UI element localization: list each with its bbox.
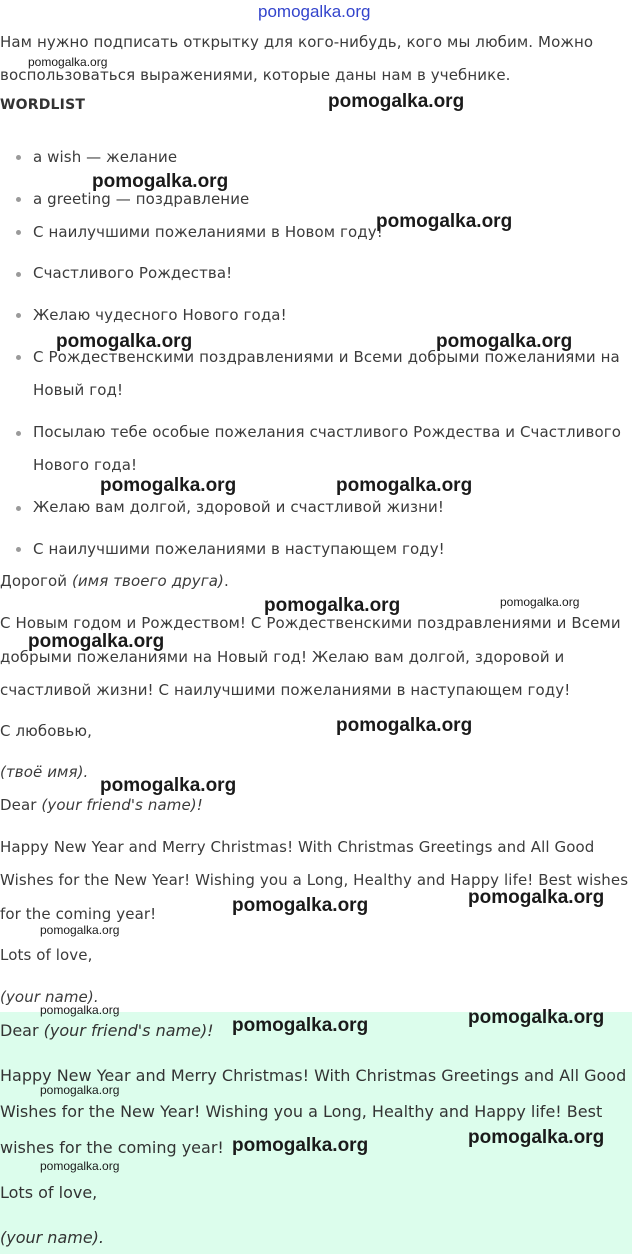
watermark: pomogalka.org — [468, 1007, 605, 1028]
ru-body-line-3: счастливой жизни! С наилучшими пожеланиями в наступающем году! — [0, 681, 571, 699]
list-item: С наилучшими пожеланиями в Новом году! — [33, 223, 383, 241]
answer-greeting: Dear (your friend's name)! — [0, 1021, 214, 1040]
ru-greeting: Дорогой (имя твоего друга). — [0, 572, 229, 590]
watermark: pomogalka.org — [468, 887, 605, 908]
watermark: pomogalka.org — [232, 895, 369, 916]
bullet — [16, 355, 21, 360]
watermark: pomogalka.org — [500, 595, 580, 609]
bullet — [16, 431, 21, 436]
answer-body-line-2: Wishes for the New Year! Wishing you a Long, Healthy and Happy life! Best — [0, 1102, 603, 1121]
watermark: pomogalka.org — [40, 1083, 120, 1097]
en-closing: Lots of love, — [0, 946, 93, 964]
watermark: pomogalka.org — [468, 1127, 605, 1148]
ru-body-line-2: добрыми пожеланиями на Новый год! Желаю вам долгой, здоровой и — [0, 648, 565, 666]
en-signature: (your name). — [0, 988, 99, 1006]
list-item: Посылаю тебе особые пожелания счастливого Рождества и Счастливого — [33, 423, 622, 441]
list-item: Счастливого Рождества! — [33, 264, 233, 282]
bullet — [16, 313, 21, 318]
en-body-line-1: Happy New Year and Merry Christmas! With Christmas Greetings and All Good — [0, 838, 595, 856]
bullet — [16, 197, 21, 202]
list-item: С наилучшими пожеланиями в наступающем году! — [33, 540, 445, 558]
watermark: pomogalka.org — [28, 631, 165, 652]
ru-closing: С любовью, — [0, 722, 92, 740]
watermark-top: pomogalka.org — [258, 2, 371, 21]
watermark: pomogalka.org — [264, 595, 401, 616]
answer-body-line-1: Happy New Year and Merry Christmas! With Christmas Greetings and All Good — [0, 1066, 627, 1085]
watermark: pomogalka.org — [100, 775, 237, 796]
ru-body-line-1: С Новым годом и Рождеством! С Рождественскими поздравлениями и Всеми — [0, 614, 621, 632]
list-item: a wish — желание — [33, 148, 178, 166]
watermark: pomogalka.org — [232, 1135, 369, 1156]
wordlist-heading: WORDLIST — [0, 97, 86, 113]
bullet — [16, 230, 21, 235]
list-item: a greeting — поздравление — [33, 190, 250, 208]
intro-line-1: Нам нужно подписать открытку для кого-нибудь, кого мы любим. Можно — [0, 33, 594, 51]
watermark: pomogalka.org — [376, 211, 513, 232]
answer-body-line-3: wishes for the coming year! — [0, 1138, 224, 1157]
watermark: pomogalka.org — [100, 475, 237, 496]
list-item: Желаю вам долгой, здоровой и счастливой жизни! — [33, 498, 444, 516]
watermark: pomogalka.org — [336, 715, 473, 736]
bullet — [16, 155, 21, 160]
en-body-line-2: Wishes for the New Year! Wishing you a Long, Healthy and Happy life! Best wishes — [0, 871, 629, 889]
watermark: pomogalka.org — [40, 1003, 120, 1017]
answer-signature: (your name). — [0, 1228, 105, 1247]
bullet — [16, 272, 21, 277]
watermark: pomogalka.org — [28, 55, 108, 69]
list-item: Желаю чудесного Нового года! — [33, 306, 287, 324]
en-greeting: Dear (your friend's name)! — [0, 796, 203, 814]
en-body-line-3: for the coming year! — [0, 905, 157, 923]
bullet — [16, 506, 21, 511]
list-item: С Рождественскими поздравлениями и Всеми добрыми пожеланиями на — [33, 348, 620, 366]
ru-signature: (твоё имя). — [0, 763, 89, 781]
bullet — [16, 547, 21, 552]
watermark: pomogalka.org — [436, 331, 573, 352]
list-item-continuation: Нового года! — [33, 456, 138, 474]
intro-line-2: воспользоваться выражениями, которые даны нам в учебнике. — [0, 66, 511, 84]
watermark: pomogalka.org — [40, 1159, 120, 1173]
watermark: pomogalka.org — [232, 1015, 369, 1036]
watermark: pomogalka.org — [56, 331, 193, 352]
list-item-continuation: Новый год! — [33, 381, 124, 399]
watermark: pomogalka.org — [92, 171, 229, 192]
answer-closing: Lots of love, — [0, 1183, 98, 1202]
watermark: pomogalka.org — [336, 475, 473, 496]
watermark: pomogalka.org — [328, 91, 465, 112]
watermark: pomogalka.org — [40, 923, 120, 937]
